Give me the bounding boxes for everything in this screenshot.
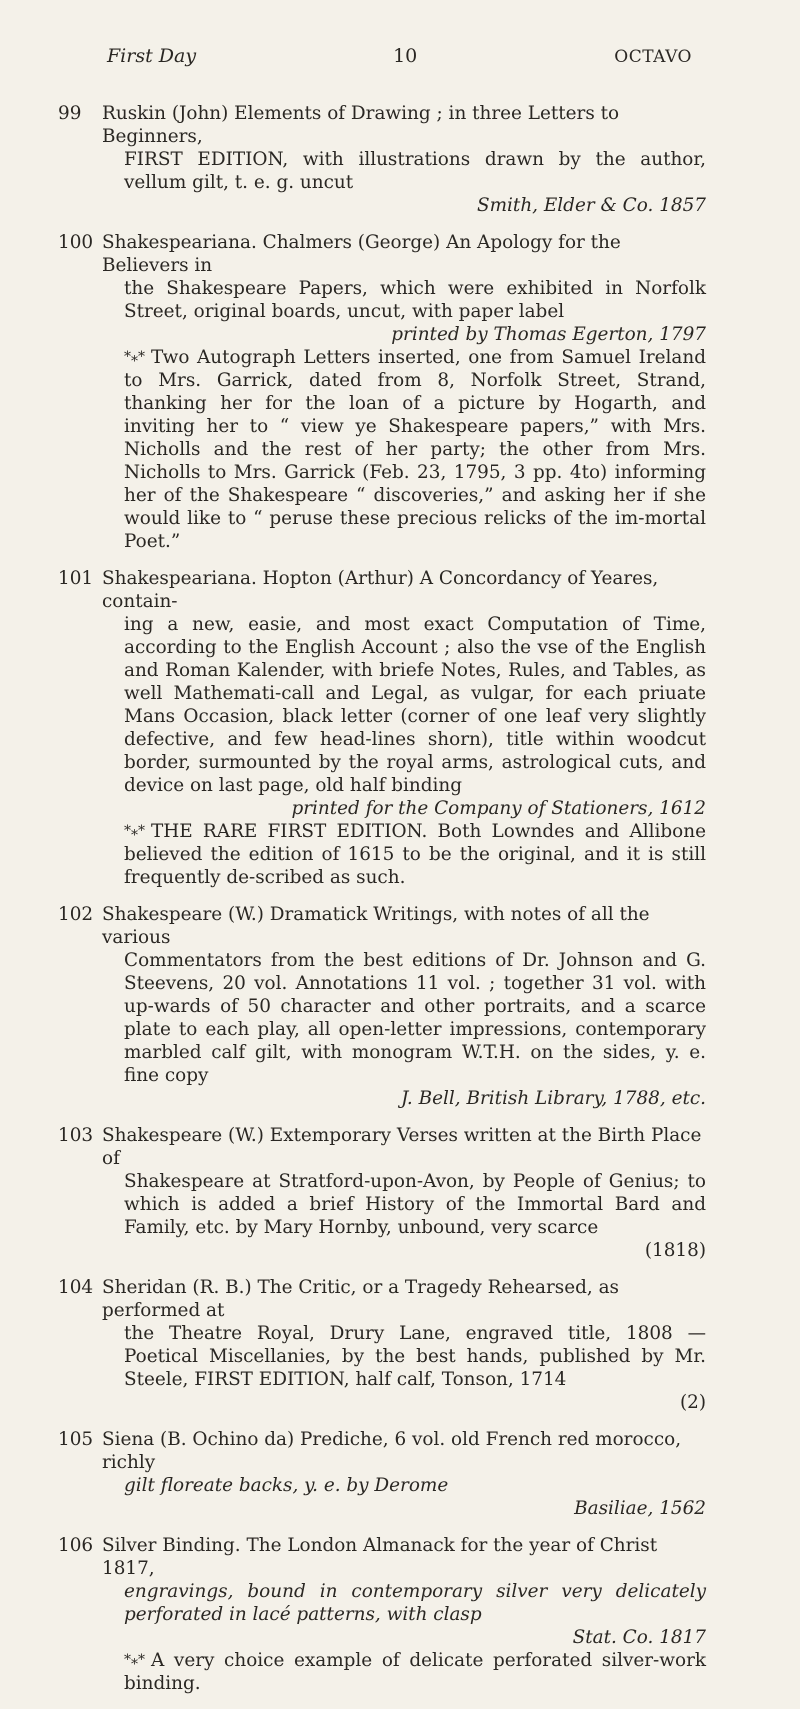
lot-title: Ruskin (John) Elements of Drawing ; in three Letters to Beginners, xyxy=(102,103,620,147)
lot-description: engravings, bound in contemporary silver very delicately perforated in lacé patterns, with clasp xyxy=(124,1581,706,1625)
lot-imprint: Basiliae, 1562 xyxy=(574,1498,706,1519)
lot-description: ing a new, easie, and most exact Computation of Time, according to the English Account ; also the vse of the English and Roman Kalender, with briefe Notes, Rules, and Tables, as well Mathemati-call and Legal, as vulgar, for each priuate Mans Occasion, black letter (corner of one leaf very slightly defective, and few head-lines shorn), title within woodcut border, surmounted by the royal arms, astrological cuts, and device on last page, old half binding xyxy=(124,614,706,796)
lot-description: Shakespeare at Stratford-upon-Avon, by People of Genius; to which is added a brief History of the Immortal Bard and Family, etc. by Mary Hornby, unbound, very scarce xyxy=(124,1171,706,1238)
asterism-icon: *⁎* xyxy=(124,349,145,365)
lot-note xyxy=(102,820,706,889)
lot-description: FIRST EDITION, with illustrations drawn by the author, vellum gilt, t. e. g. uncut xyxy=(124,149,706,193)
lot-number: 106 xyxy=(58,1535,94,1556)
lot-title: Shakespeare (W.) Extemporary Verses written at the Birth Place of xyxy=(102,1125,702,1169)
lot-note-text: Two Autograph Letters inserted, one from Samuel Ireland to Mrs. Garrick, dated from 8, Norfolk Street, Strand, thanking her for the loan of a picture by Hogarth, and inviting her to “ view ye Shakespeare papers,” with Mrs. Nicholls and the rest of her party; the other from Mrs. Nicholls to Mrs. Garrick (Feb. 23, 1795, 3 pp. 4to) informing her of the Shakespeare “ discoveries,” and asking her if she would like to “ peruse these precious relicks of the im-mortal Poet.” xyxy=(124,347,706,552)
lot-entry xyxy=(0,102,800,217)
lot-title: Shakespeariana. Chalmers (George) An Apology for the Believers in xyxy=(102,232,621,276)
lot-description: the Shakespeare Papers, which were exhibited in Norfolk Street, original boards, uncut, with paper label xyxy=(124,278,706,322)
running-header xyxy=(107,45,692,71)
lot-title: Sheridan (R. B.) The Critic, or a Tragedy Rehearsed, as performed at xyxy=(102,1277,619,1321)
lot-title: Shakespeare (W.) Dramatick Writings, with notes of all the various xyxy=(102,904,650,948)
lot-description: Commentators from the best editions of Dr. Johnson and G. Steevens, 20 vol. Annotations 11 vol. ; together 31 vol. with up-wards of 50 character and other portraits, and a scarce plate to each play, all open-letter impressions, contemporary marbled calf gilt, with monogram W.T.H. on the sides, y. e. fine copy xyxy=(124,950,706,1086)
lot-entry xyxy=(0,1534,800,1695)
lot-note-text: THE RARE FIRST EDITION. Both Lowndes and Allibone believed the edition of 1615 to be the original, and it is still frequently de-scribed as such. xyxy=(124,821,706,888)
lot-title: Shakespeariana. Hopton (Arthur) A Concordancy of Yeares, contain- xyxy=(102,568,659,612)
lot-entry xyxy=(0,1428,800,1520)
lot-number: 102 xyxy=(58,904,94,925)
lot-note-text: A very choice example of delicate perforated silver-work binding. xyxy=(124,1650,706,1694)
lot-title: Siena (B. Ochino da) Prediche, 6 vol. old French red morocco, richly xyxy=(102,1429,682,1473)
lot-title: Silver Binding. The London Almanack for the year of Christ 1817, xyxy=(102,1535,658,1579)
lot-imprint: Stat. Co. 1817 xyxy=(572,1627,706,1648)
header-format: OCTAVO xyxy=(614,47,692,67)
lot-number: 105 xyxy=(58,1429,94,1450)
page-number: 10 xyxy=(393,45,418,67)
lot-number: 101 xyxy=(58,568,94,589)
lot-imprint: (2) xyxy=(679,1392,706,1413)
lot-number: 99 xyxy=(58,103,82,124)
lot-entry xyxy=(0,1124,800,1262)
lot-imprint: (1818) xyxy=(644,1240,706,1261)
lot-entry xyxy=(0,567,800,889)
lot-number: 103 xyxy=(58,1125,94,1146)
lot-imprint: printed by Thomas Egerton, 1797 xyxy=(391,324,706,345)
lot-number: 104 xyxy=(58,1277,94,1298)
lot-note xyxy=(102,1649,706,1695)
lot-imprint: Smith, Elder & Co. 1857 xyxy=(477,195,706,216)
lot-description: the Theatre Royal, Drury Lane, engraved title, 1808 — Poetical Miscellanies, by the best hands, published by Mr. Steele, FIRST EDITION, half calf, Tonson, 1714 xyxy=(124,1323,706,1390)
asterism-icon: *⁎* xyxy=(124,1652,145,1668)
header-day: First Day xyxy=(107,45,197,67)
lot-number: 100 xyxy=(58,232,94,253)
lot-entry xyxy=(0,903,800,1110)
lot-entry xyxy=(0,1276,800,1414)
asterism-icon: *⁎* xyxy=(124,823,145,839)
lot-description: gilt floreate backs, y. e. by Derome xyxy=(124,1475,449,1496)
lot-imprint: J. Bell, British Library, 1788, etc. xyxy=(400,1088,706,1109)
lot-imprint: printed for the Company of Stationers, 1612 xyxy=(291,798,706,819)
lot-list xyxy=(0,102,800,1709)
lot-entry xyxy=(0,231,800,553)
lot-note xyxy=(102,346,706,553)
